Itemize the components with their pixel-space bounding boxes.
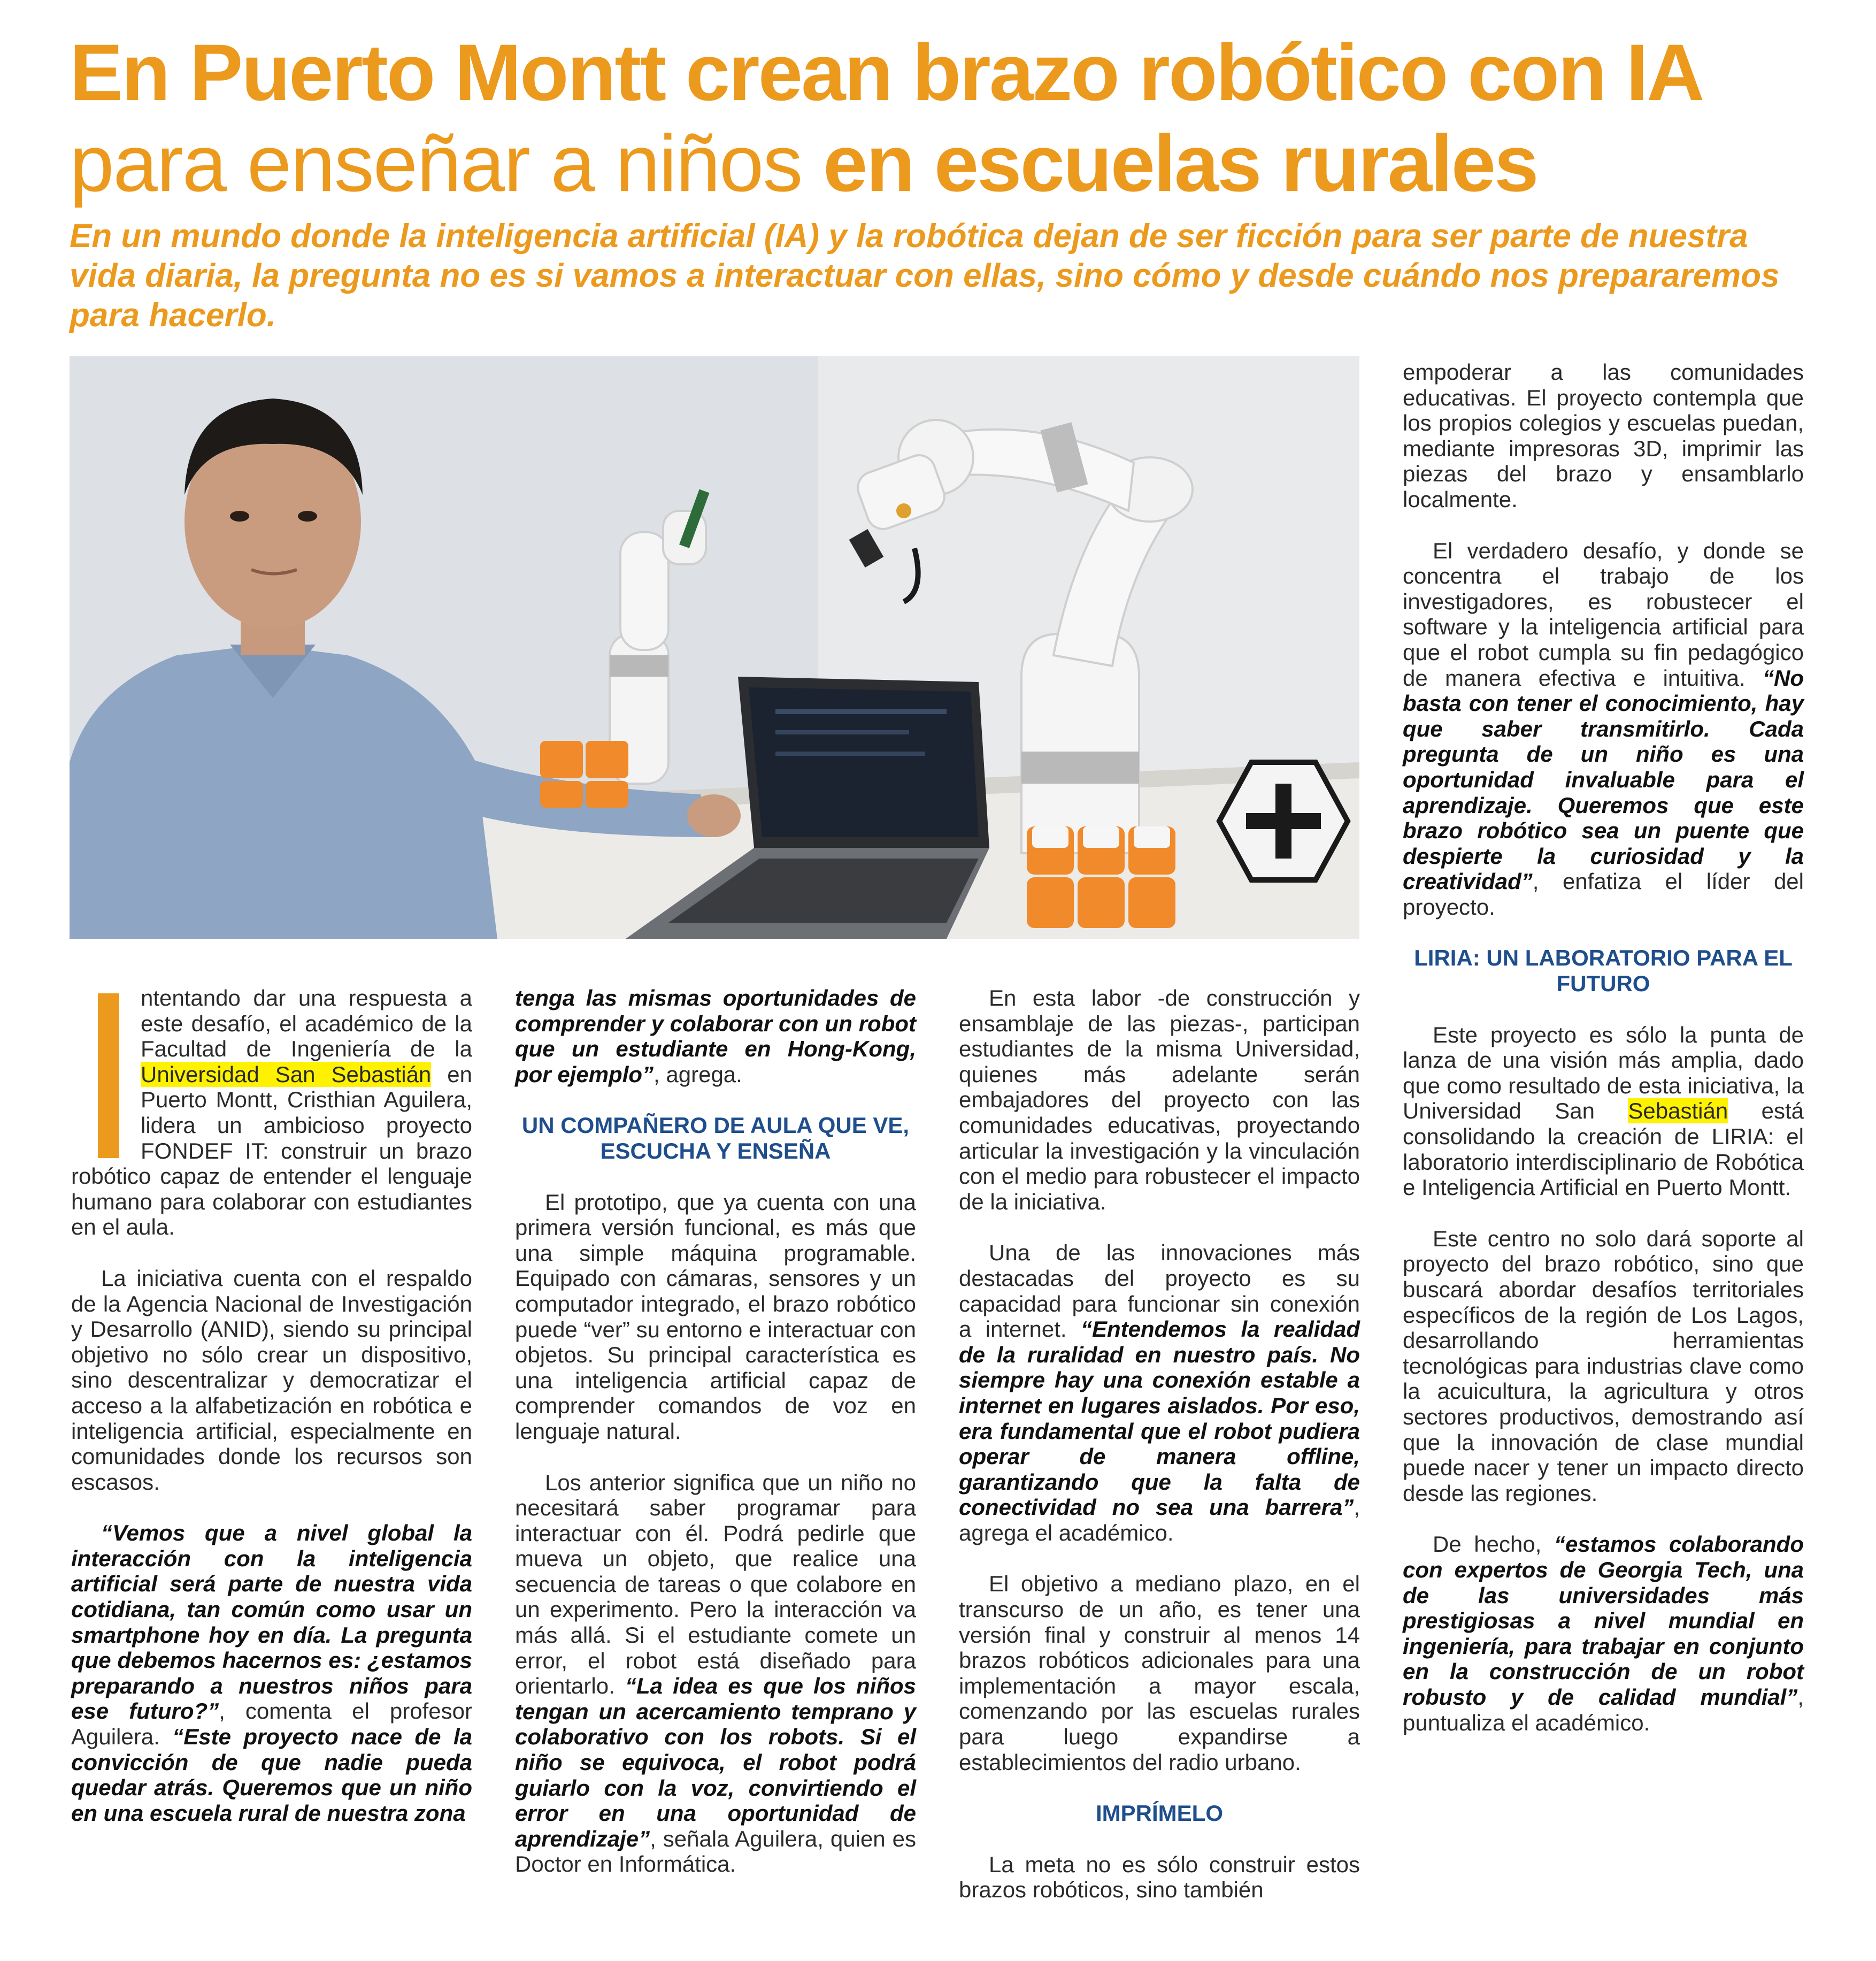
col3-p2-text: Una de las innovaciones más destacadas del proyecto es su capacidad para funcionar sin conexión a internet. [959, 1240, 1360, 1342]
col2-paragraph-1 [515, 985, 916, 1087]
col4-p2-tail: , enfatiza el líder del proyecto. [1403, 869, 1804, 920]
quote-no-basta: “No basta con tener el conocimiento, hay que saber transmitirlo. Cada pregunta de un niño es una oportunidad invaluable para el aprendizaje. Queremos que este brazo robótico sea un puente que despierte la curiosidad y la creatividad” [1403, 665, 1804, 894]
col2-p3-tail: , señala Aguilera, quien es Doctor en Informática. [515, 1826, 916, 1877]
col3-p2-tail: , agrega el académico. [959, 1495, 1360, 1545]
col4-p5-text: De hecho, [1433, 1531, 1554, 1557]
subtitle: En un mundo donde la inteligencia artificial (IA) y la robótica dejan de ser ficción para ser parte de nuestra vida diaria, la pregunta no es si vamos a interactuar con ellas, sino cómo y desde cuándo nos prepararemos para hacerlo. [70, 218, 1780, 334]
column-2 [515, 985, 916, 1903]
quote-vemos: “Vemos que a nivel global la interacción con la inteligencia artificial será parte de nuestra vida cotidiana, tan común como usar un smartphone hoy en día. La pregunta que debemos hacernos es: ¿estamos preparando a nuestros niños para ese futuro?” [71, 1520, 472, 1724]
headline-regular: para enseñar a niños [70, 118, 824, 208]
heading-imprimelo: IMPRÍMELO [1096, 1801, 1223, 1826]
col4-p5-tail: , puntualiza el académico. [1403, 1684, 1804, 1735]
quote-este-proyecto: “Este proyecto nace de la convicción de que nadie pueda quedar atrás. Queremos que un niño en una escuela rural de nuestra zona [71, 1724, 472, 1826]
quote-georgia-tech: “estamos colaborando con expertos de Georgia Tech, una de las universidades más prestigiosas a nivel mundial en ingeniería, para trabajar en conjunto en la construcción de un robot robusto y de calidad mundial” [1403, 1531, 1804, 1710]
headline-line-1: En Puerto Montt crean brazo robótico con IA [70, 27, 1703, 117]
col1-p3-mid: , comenta el profesor Aguilera. [71, 1698, 473, 1750]
col3-paragraph-1: En esta labor -de construcción y ensamblaje de las piezas-, participan estudiantes de la misma Universidad, quienes más adelante serán embajadores del proyecto con las comunidades educativas, proyectando articular la investigación y la vinculación con el medio para robustecer el impacto de la iniciativa. [959, 985, 1360, 1214]
col3-paragraph-4: La meta no es sólo construir estos brazos robóticos, sino también [959, 1851, 1360, 1903]
highlight-universidad: Universidad San Sebastián [141, 1061, 432, 1087]
col2-p3-text: Los anterior significa que un niño no necesitará saber programar para interactuar con él. Podrá pedirle que mueva un objeto, que realice una secuencia de tareas o que colabore en un experimento. Pero la interacción va más allá. Si el estudiante comete un error, el robot está diseñado para orientarlo. [515, 1469, 916, 1699]
column-3 [959, 985, 1360, 1928]
quote-la-idea: “La idea es que los niños tengan un acercamiento temprano y colaborativo con los robots. Si el niño se equivoca, el robot podrá guiarlo con la voz, convirtiendo el error en una oportunidad de aprendizaje” [515, 1673, 916, 1851]
col4-paragraph-4: Este centro no solo dará soporte al proyecto del brazo robótico, sino que buscará abordar desafíos territoriales específicos de la región de Los Lagos, desarrollando herramientas tecnológicas para industrias clave como la acuicultura, la agricultura y otros sectores productivos, demostrando así que la innovación de clase mundial puede nacer y tener un impacto directo desde las regiones. [1403, 1225, 1804, 1506]
col4-p3-text-b: está consolidando la creación de LIRIA: el laboratorio interdisciplinario de Robótica e Inteligencia Artificial en Puerto Montt. [1403, 1098, 1804, 1200]
col4-paragraph-2 [1403, 538, 1804, 920]
col1-paragraph-1 [71, 985, 472, 1240]
col4-paragraph-3 [1403, 1022, 1804, 1200]
article-photo [70, 356, 1359, 939]
orange-blocks-right [1027, 826, 1175, 928]
col2-paragraph-2: El prototipo, que ya cuenta con una primera versión funcional, es más que una simple máquina programable. Equipado con cámaras, sensores y un computador integrado, el brazo robótico puede “ver” su entorno e interactuar con objetos. Su principal característica es una inteligencia artificial capaz de comprender comandos de voz en lenguaje natural. [515, 1189, 916, 1444]
highlight-sebastian: Sebastián [1628, 1098, 1728, 1124]
col1-p1-text-b: en Puerto Montt, Cristhian Aguilera, lidera un ambicioso proyecto FONDEF IT: construir un brazo robótico capaz de entender el lenguaje humano para colaborar con estudiantes en el aula. [71, 1061, 472, 1240]
column-1 [71, 985, 472, 1851]
drop-letter-gap [71, 985, 141, 1162]
col1-paragraph-2: La iniciativa cuenta con el respaldo de la Agencia Nacional de Investigación y Desarrollo (ANID), siendo su principal objetivo no sólo crear un dispositivo, sino descentralizar y democratizar el acceso a la alfabetización en robótica e inteligencia artificial, especialmente en comunidades donde los recursos son escasos. [71, 1265, 472, 1495]
heading-liria: LIRIA: UN LABORATORIO PARA EL FUTURO [1414, 945, 1793, 997]
col1-p1-text-a: ntentando dar una respuesta a este desafío, el académico de la Facultad de Ingeniería de la [141, 985, 472, 1062]
robot-arm-photo-illustration [70, 356, 1359, 939]
col2-p1-tail: , agrega. [653, 1061, 742, 1087]
headline-bold: en escuelas rurales [823, 118, 1537, 208]
headline-line-2 [70, 118, 1537, 208]
col3-paragraph-2 [959, 1240, 1360, 1545]
quote-entendemos: “Entendemos la realidad de la ruralidad en nuestro país. No siempre hay una conexión estable a internet en lugares aislados. Por eso, era fundamental que el robot pudiera operar de manera offline, garantizando que la falta de conectividad no sea una barrera” [959, 1316, 1360, 1520]
col3-paragraph-3: El objetivo a mediano plazo, en el transcurso de un año, es tener una versión final y construir al menos 14 brazos robóticos adicionales para una implementación a mayor escala, comenzando por las escuelas rurales para luego expandirse a establecimientos del radio urbano. [959, 1571, 1360, 1775]
col4-p2-text: El verdadero desafío, y donde se concentra el trabajo de los investigadores, es robustecer el software y la inteligencia artificial para que el robot cumpla su fin pedagógico de manera efectiva e intuitiva. [1403, 538, 1804, 691]
heading-companero-de-aula: UN COMPAÑERO DE AULA QUE VE, ESCUCHA Y ENSEÑA [521, 1113, 910, 1163]
col4-paragraph-1: empoderar a las comunidades educativas. El proyecto contempla que los propios colegios y escuelas puedan, mediante impresoras 3D, imprimir las piezas del brazo y ensamblarlo localmente. [1403, 359, 1804, 512]
col1-paragraph-3 [71, 1520, 472, 1826]
col4-paragraph-5 [1403, 1531, 1804, 1735]
col2-paragraph-3 [515, 1470, 916, 1878]
column-4 [1403, 359, 1804, 1761]
quote-oportunidades: tenga las mismas oportunidades de comprender y colaborar con un robot que un estudiante en Hong-Kong, por ejemplo” [515, 985, 916, 1087]
col4-p3-text-a: Este proyecto es sólo la punta de lanza de una visión más amplia, dado que como resultado de esta iniciativa, la Universidad San [1403, 1022, 1804, 1124]
